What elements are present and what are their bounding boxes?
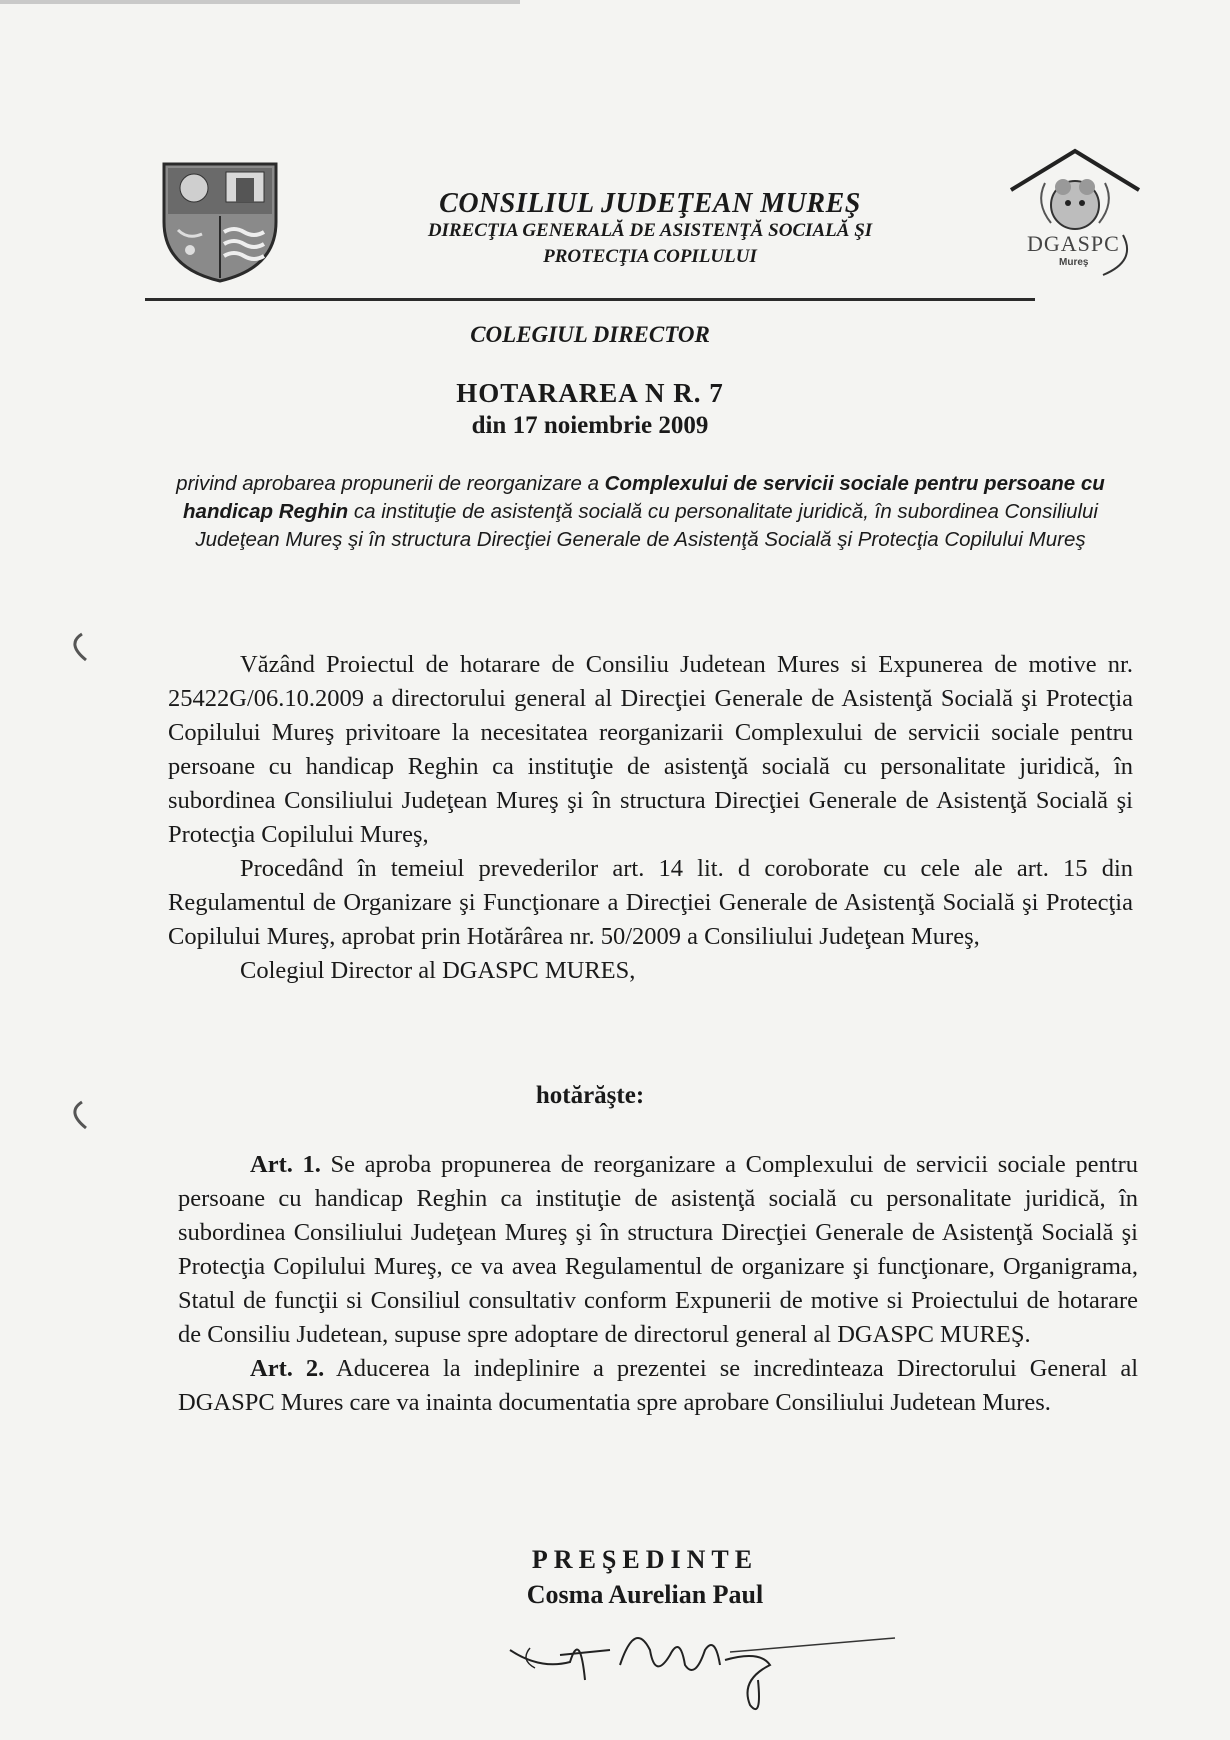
- scan-margin-mark-icon: [64, 1100, 88, 1130]
- article-1: [178, 1148, 1138, 1352]
- signatory-name: Cosma Aurelian Paul: [526, 1580, 764, 1609]
- article-label: Art. 1.: [250, 1151, 321, 1178]
- article-2: [178, 1352, 1138, 1420]
- subject-bold-text: Complexului de servicii sociale pentru persoane cu handicap Reghin: [183, 472, 1105, 523]
- signatory-role: PREŞEDINTE: [531, 1545, 759, 1574]
- preamble-paragraph: Procedând în temeiul prevederilor art. 14 lit. d coroborate cu cele ale art. 15 din Regulamentul de Organizare şi Funcţionare a Direcţiei Generale de Asistenţă Socială şi Protecţia Copilului Mureş, aprobat prin Hotărârea nr. 50/2009 a Consiliului Judeţean Mureş,: [168, 855, 1133, 950]
- subject-text-1: privind aprobarea propunerii de reorganizare a: [176, 472, 605, 495]
- decision-date: din 17 noiembrie 2009: [471, 412, 709, 439]
- board-heading: COLEGIUL DIRECTOR: [470, 322, 710, 347]
- handwritten-signature: [500, 1610, 900, 1720]
- article-text: Aducerea la indeplinire a prezentei se incredinteaza Directorului General al DGASPC Mures care va inainta documentatia spre aprobare Consiliului Judetean Mures.: [178, 1355, 1138, 1416]
- preamble: [168, 648, 1133, 988]
- scan-margin-mark-icon: [64, 632, 88, 662]
- county-crest-icon: [160, 160, 280, 285]
- preamble-paragraph: Colegiul Director al DGASPC MURES,: [240, 957, 636, 984]
- articles: [178, 1148, 1138, 1420]
- dgaspc-logo: [1005, 145, 1140, 285]
- article-label: Art. 2.: [250, 1355, 325, 1382]
- preamble-paragraph: Văzând Proiectul de hotarare de Consiliu Judetean Mures si Expunerea de motive nr. 25422G/06.10.2009 a directorului general al Direcţiei Generale de Asistenţă Socială şi Protecţia Copilului Mureş privitoare la necesitatea reorganizarii Complexului de servicii sociale pentru persoane cu handicap Reghin ca instituţie de asistenţă socială cu personalitate juridică, în subordinea Consiliului Judeţean Mureş şi în structura Direcţiei Generale de Asistenţă Socială şi Protecţia Copilului Mureş,: [168, 651, 1133, 848]
- logo-subtext: Mureş: [1059, 257, 1089, 268]
- subject-text-2: ca instituţie de asistenţă socială cu personalitate juridică, în subordinea Consiliului Judeţean Mureş şi în structura Direcţiei Generale de Asistenţă Socială şi Protecţia Copilului Mureş: [195, 500, 1098, 551]
- header-divider: [145, 298, 1035, 301]
- scan-edge-mark: [0, 0, 520, 4]
- direction-name-line2: PROTECŢIA COPILULUI: [543, 246, 757, 267]
- article-text: Se aproba propunerea de reorganizare a Complexului de servicii sociale pentru persoane cu handicap Reghin ca instituţie de asistenţă socială cu personalitate juridică, în subordinea Consiliului Judeţean Mureş şi în structura Direcţiei Generale de Asistenţă Socială şi Protecţia Copilului Mureş, ce va avea Regulamentul de organizare şi funcţionare, Organigrama, Statul de funcţii si Consiliul consultativ conform Expunerii de motive si Proiectului de hotarare de Consiliu Judetean, supuse spre adoptare de directorul general al DGASPC MUREŞ.: [178, 1151, 1138, 1348]
- council-name: CONSILIUL JUDEŢEAN MUREŞ: [439, 188, 861, 219]
- decision-title: HOTARAREA N R. 7: [456, 378, 724, 408]
- direction-name-line1: DIRECŢIA GENERALĂ DE ASISTENŢĂ SOCIALĂ ŞI: [427, 220, 873, 241]
- resolves-heading: hotărăşte:: [535, 1082, 645, 1109]
- logo-text: DGASPC: [1027, 231, 1120, 256]
- decision-subject: [168, 470, 1113, 554]
